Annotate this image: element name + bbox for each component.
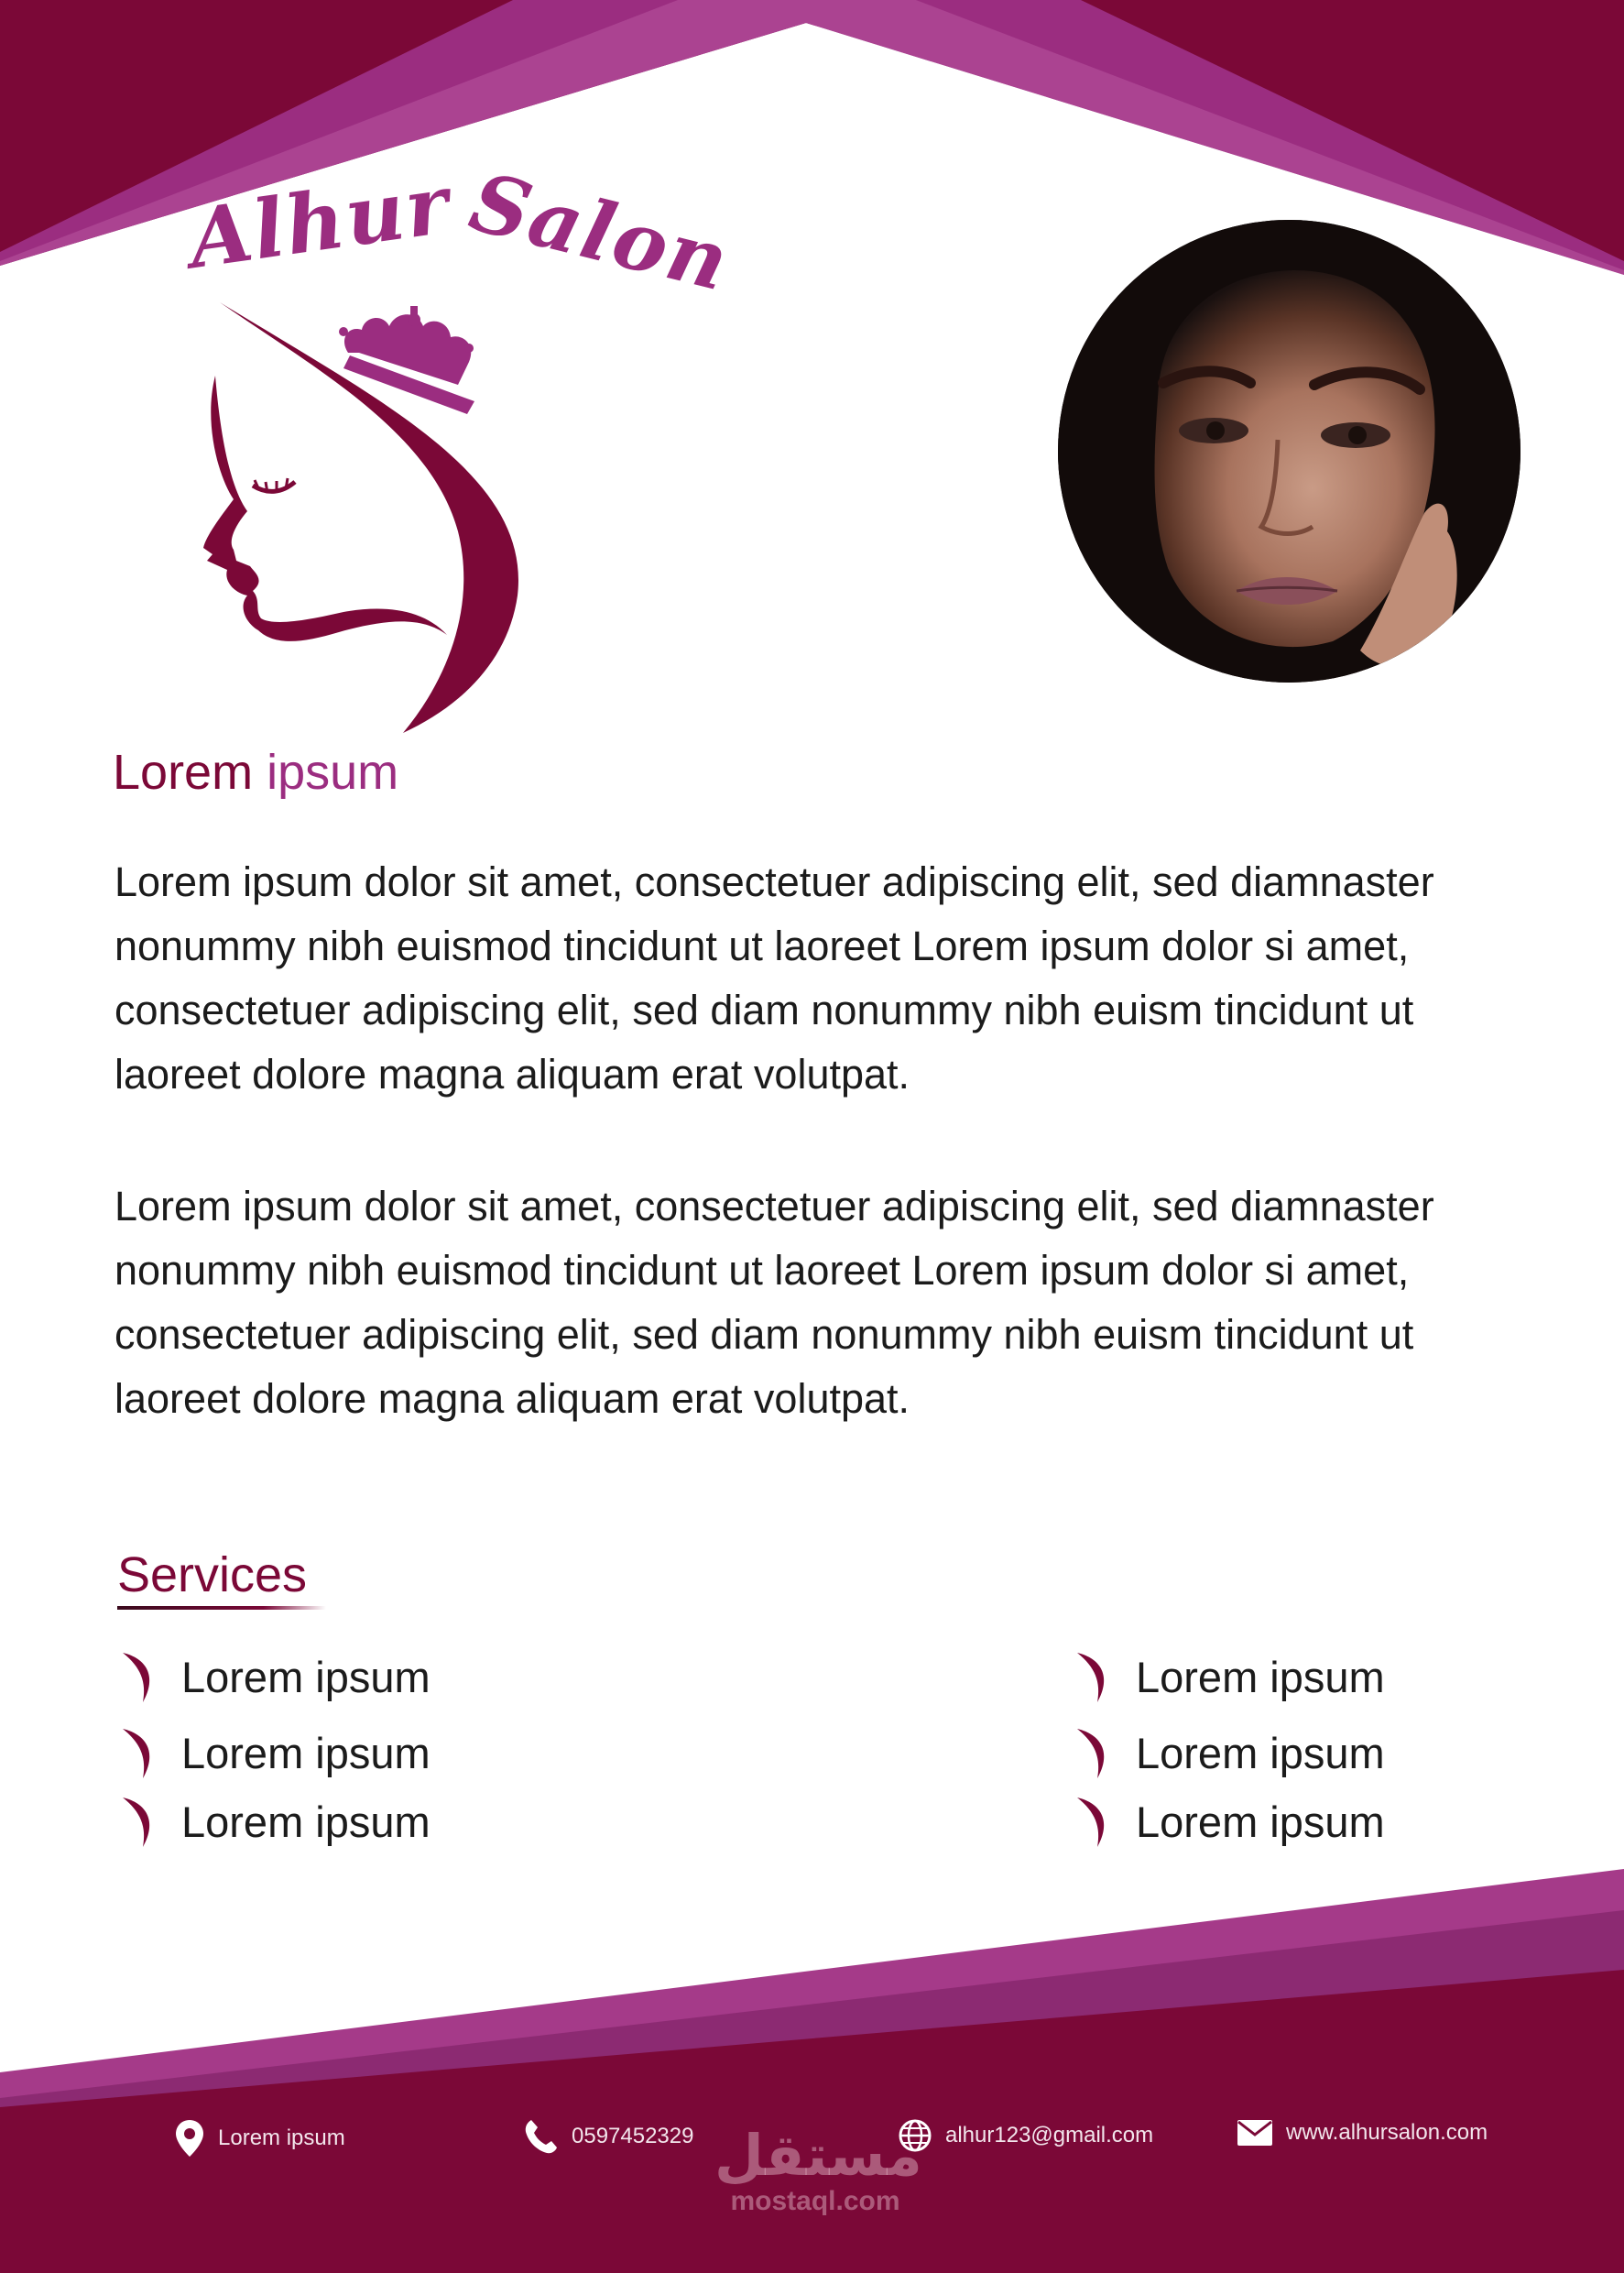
service-item (119, 1725, 431, 1780)
footer-phone (524, 2118, 693, 2155)
curl-bullet-icon (119, 1649, 159, 1704)
service-item (119, 1794, 431, 1849)
logo-word-alhur: Alhur (183, 156, 456, 287)
phone-icon (524, 2118, 559, 2155)
footer-phone-text: 0597452329 (572, 2124, 694, 2148)
curl-bullet-icon (119, 1794, 159, 1849)
service-item (1074, 1725, 1385, 1780)
service-item (1074, 1794, 1385, 1849)
watermark-latin: mostaql.com (730, 2186, 900, 2216)
envelope-icon (1237, 2118, 1273, 2147)
services-title: Services (117, 1547, 308, 1602)
curl-bullet-icon (119, 1725, 159, 1780)
footer-email-text: alhur123@gmail.com (945, 2123, 1154, 2147)
service-item (1074, 1649, 1385, 1704)
heading-word-1: Lorem (113, 745, 254, 800)
location-pin-icon (174, 2118, 205, 2158)
heading-word-2: ipsum (267, 745, 399, 800)
service-label: Lorem ipsum (181, 1797, 431, 1846)
service-label: Lorem ipsum (1136, 1797, 1385, 1846)
watermark-arabic: مستقل (714, 2122, 922, 2189)
page-heading (113, 744, 398, 801)
service-item (119, 1649, 431, 1704)
body-paragraph-1: Lorem ipsum dolor sit amet, consectetuer adipiscing elit, sed diamnaster nonummy nibh euismod tincidunt ut laoreet Lorem ipsum dolor si amet, consectetuer adipiscing elit, sed diam nonummy nibh euism tincidunt ut laoreet dolore magna aliquam erat volutpat. (114, 858, 1434, 1098)
footer-website-text: www.alhursalon.com (1286, 2120, 1488, 2145)
footer-address (174, 2118, 345, 2158)
footer-website (1237, 2118, 1488, 2147)
curl-bullet-icon (1074, 1649, 1114, 1704)
service-label: Lorem ipsum (181, 1652, 431, 1701)
curl-bullet-icon (1074, 1794, 1114, 1849)
watermark (714, 2122, 922, 2217)
curl-bullet-icon (1074, 1725, 1114, 1780)
model-portrait-photo (1058, 220, 1520, 683)
service-label: Lorem ipsum (1136, 1728, 1385, 1777)
body-paragraph-2: Lorem ipsum dolor sit amet, consectetuer adipiscing elit, sed diamnaster nonummy nibh euismod tincidunt ut laoreet Lorem ipsum dolor si amet, consectetuer adipiscing elit, sed diam nonummy nibh euism tincidunt ut laoreet dolore magna aliquam erat volutpat. (114, 1183, 1434, 1422)
portrait-face-icon (1058, 220, 1520, 683)
footer-email (898, 2118, 1153, 2153)
footer-address-text: Lorem ipsum (218, 2125, 345, 2150)
service-label: Lorem ipsum (1136, 1652, 1385, 1701)
service-label: Lorem ipsum (181, 1728, 431, 1777)
logo-word-salon: Salon (461, 153, 739, 310)
services-underline (117, 1606, 326, 1610)
